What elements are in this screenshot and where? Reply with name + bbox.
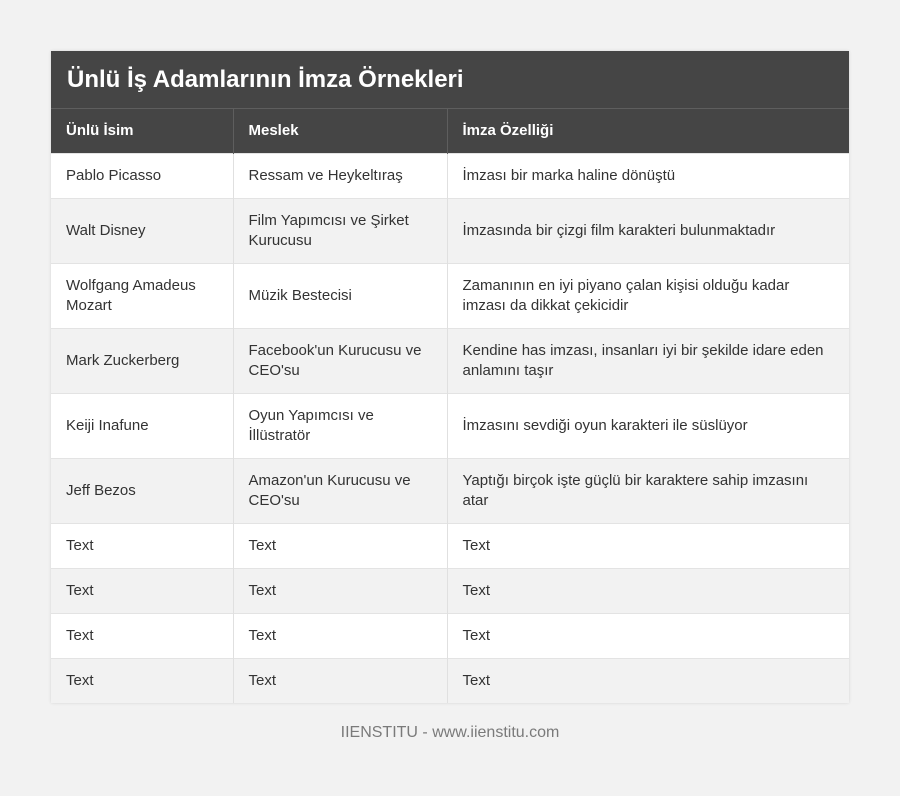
- cell-name: Text: [51, 523, 233, 568]
- cell-signature: Text: [447, 613, 849, 658]
- cell-profession: Ressam ve Heykeltıraş: [233, 153, 447, 198]
- cell-name: Jeff Bezos: [51, 458, 233, 523]
- cell-profession: Oyun Yapımcısı ve İllüstratör: [233, 393, 447, 458]
- cell-name: Text: [51, 568, 233, 613]
- table-row: [51, 613, 849, 658]
- cell-name: Pablo Picasso: [51, 153, 233, 198]
- cell-profession: Facebook'un Kurucusu ve CEO'su: [233, 328, 447, 393]
- cell-profession: Text: [233, 523, 447, 568]
- cell-profession: Amazon'un Kurucusu ve CEO'su: [233, 458, 447, 523]
- table-row: [51, 263, 849, 328]
- table-row: [51, 568, 849, 613]
- cell-signature: Zamanının en iyi piyano çalan kişisi olduğu kadar imzası da dikkat çekicidir: [447, 263, 849, 328]
- cell-name: Text: [51, 613, 233, 658]
- table-card: [51, 51, 849, 703]
- cell-signature: Text: [447, 523, 849, 568]
- cell-signature: İmzasında bir çizgi film karakteri bulunmaktadır: [447, 198, 849, 263]
- signature-table: [51, 109, 849, 703]
- cell-signature: Kendine has imzası, insanları iyi bir şekilde idare eden anlamını taşır: [447, 328, 849, 393]
- table-row: [51, 458, 849, 523]
- cell-name: Mark Zuckerberg: [51, 328, 233, 393]
- cell-name: Walt Disney: [51, 198, 233, 263]
- cell-signature: Yaptığı birçok işte güçlü bir karaktere sahip imzasını atar: [447, 458, 849, 523]
- column-header-profession: Meslek: [233, 109, 447, 153]
- cell-name: Text: [51, 658, 233, 703]
- cell-name: Wolfgang Amadeus Mozart: [51, 263, 233, 328]
- table-row: [51, 153, 849, 198]
- table-row: [51, 198, 849, 263]
- table-row: [51, 393, 849, 458]
- cell-profession: Müzik Bestecisi: [233, 263, 447, 328]
- header-row: [51, 109, 849, 153]
- table-title: Ünlü İş Adamlarının İmza Örnekleri: [51, 51, 849, 109]
- cell-profession: Text: [233, 568, 447, 613]
- table-row: [51, 523, 849, 568]
- cell-signature: İmzası bir marka haline dönüştü: [447, 153, 849, 198]
- cell-signature: Text: [447, 568, 849, 613]
- column-header-name: Ünlü İsim: [51, 109, 233, 153]
- footer-credit: IIENSTITU - www.iienstitu.com: [340, 724, 560, 741]
- cell-signature: Text: [447, 658, 849, 703]
- table-row: [51, 658, 849, 703]
- cell-profession: Film Yapımcısı ve Şirket Kurucusu: [233, 198, 447, 263]
- cell-profession: Text: [233, 613, 447, 658]
- cell-profession: Text: [233, 658, 447, 703]
- column-header-signature: İmza Özelliği: [447, 109, 849, 153]
- cell-name: Keiji Inafune: [51, 393, 233, 458]
- table-row: [51, 328, 849, 393]
- cell-signature: İmzasını sevdiği oyun karakteri ile süslüyor: [447, 393, 849, 458]
